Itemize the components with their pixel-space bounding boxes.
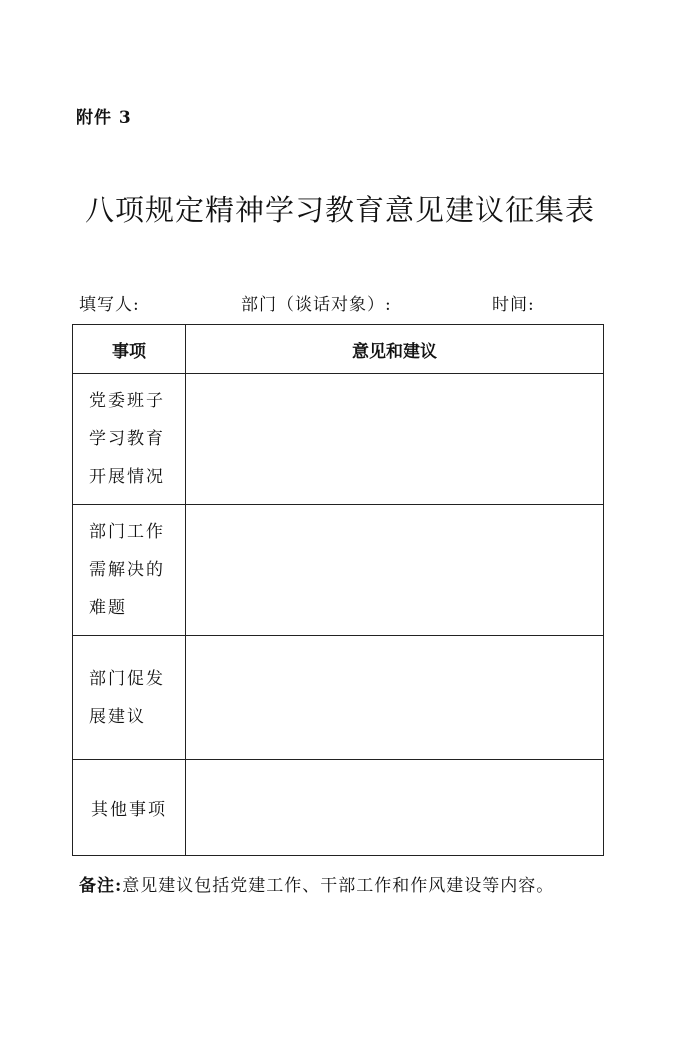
page-title: 八项规定精神学习教育意见建议征集表 (84, 193, 595, 227)
filler-label: 填写人: (79, 295, 140, 315)
note (79, 871, 554, 896)
note-label: 备注: (79, 876, 123, 896)
opinion-cell[interactable] (186, 636, 604, 760)
table-row (73, 374, 604, 505)
table-header-row (73, 325, 604, 374)
table-row (73, 760, 604, 856)
item-text: 部门工作需解决的难题 (89, 522, 165, 618)
item-cell (73, 505, 186, 636)
note-text: 意见建议包括党建工作、干部工作和作风建设等内容。 (122, 876, 555, 896)
opinion-form-table (72, 324, 604, 856)
item-text: 其他事项 (91, 800, 167, 820)
time-label: 时间: (492, 295, 535, 315)
opinion-cell[interactable] (186, 374, 604, 505)
header-opinion: 意见和建议 (186, 325, 604, 374)
department-label: 部门（谈话对象）: (241, 295, 392, 315)
attachment-label: 附件 3 (76, 108, 132, 128)
table-row (73, 505, 604, 636)
table-row (73, 636, 604, 760)
opinion-cell[interactable] (186, 760, 604, 856)
item-cell (73, 374, 186, 505)
item-cell (73, 636, 186, 760)
header-item: 事项 (73, 325, 186, 374)
item-text: 部门促发展建议 (89, 668, 165, 727)
opinion-cell[interactable] (186, 505, 604, 636)
item-cell (73, 760, 186, 856)
item-text: 党委班子学习教育开展情况 (89, 391, 165, 487)
